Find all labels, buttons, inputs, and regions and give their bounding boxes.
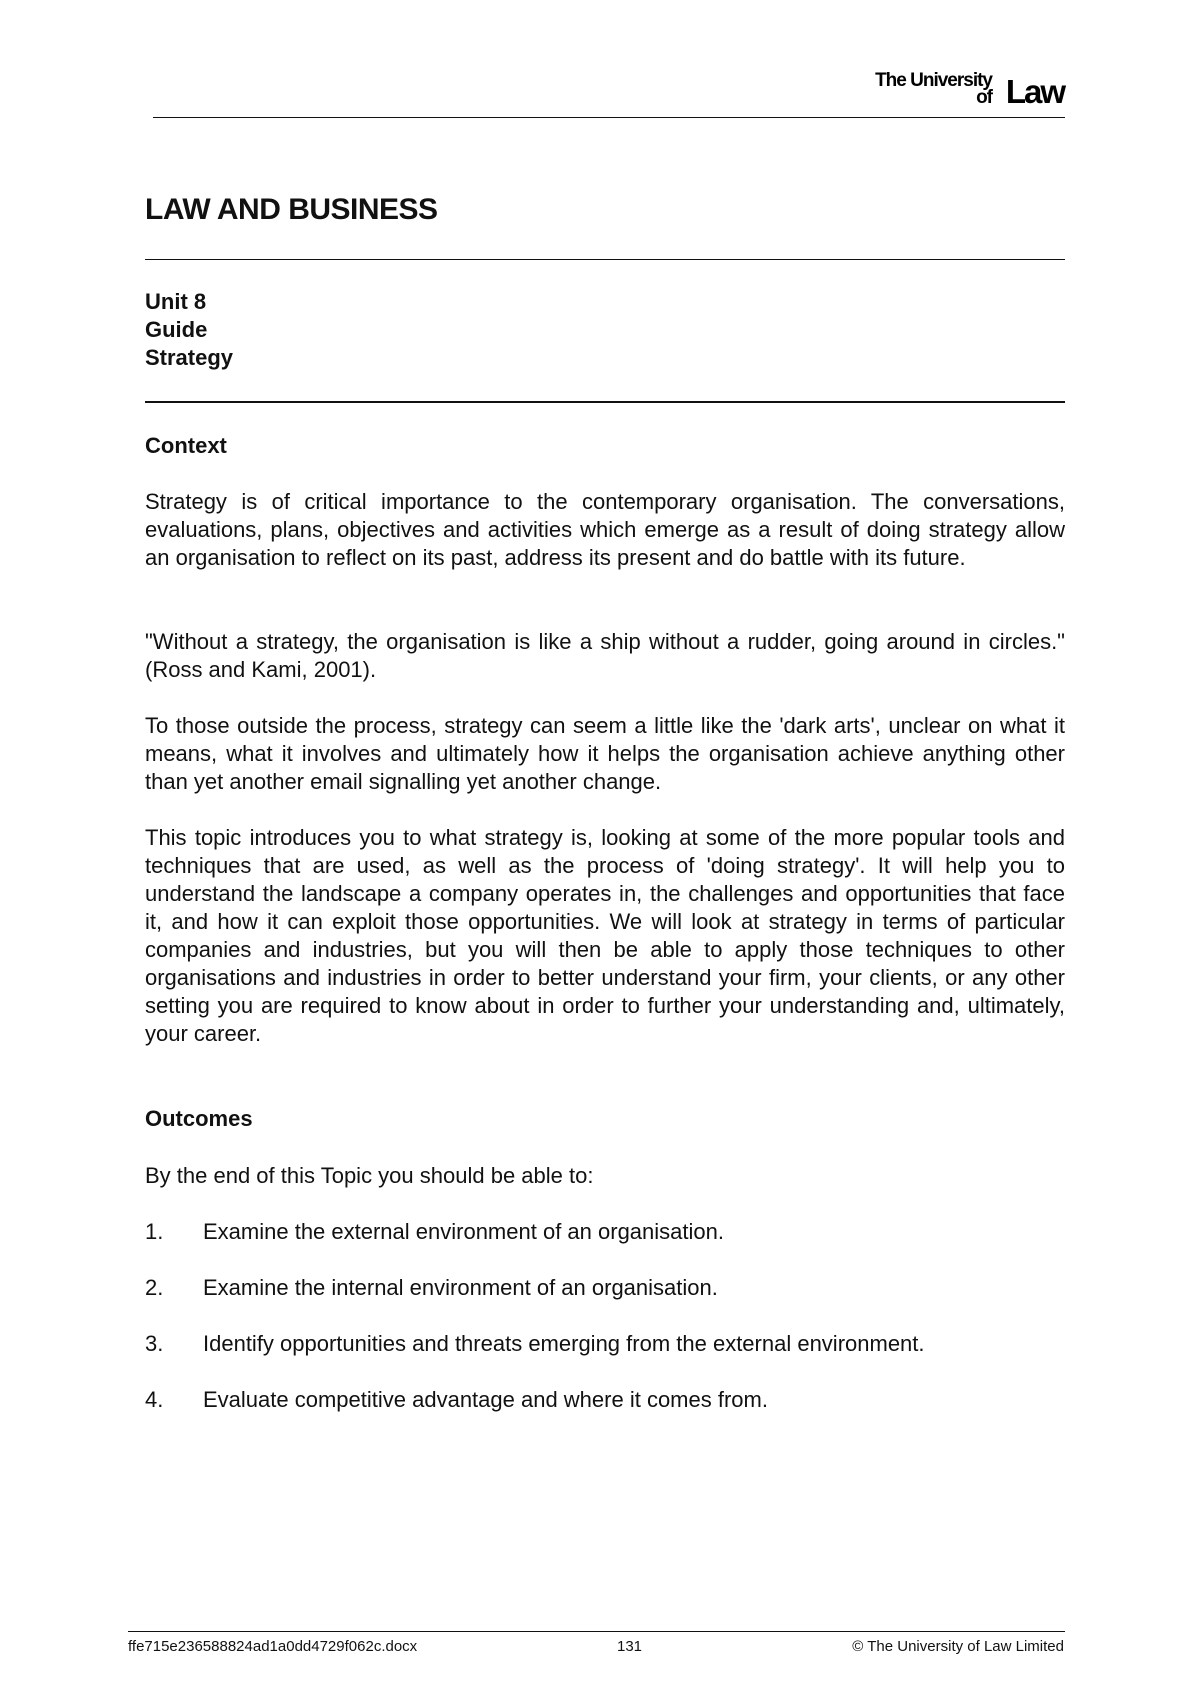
topic-label: Strategy [145, 345, 234, 370]
list-item-number: 4. [145, 1387, 164, 1412]
unit-info [145, 288, 233, 372]
document-title: LAW AND BUSINESS [145, 193, 438, 226]
context-section [145, 432, 1065, 460]
outcomes-intro: By the end of this Topic you should be able to: [145, 1163, 594, 1188]
list-item [145, 1386, 1065, 1442]
guide-label: Guide [145, 317, 208, 342]
footer-filename: ffe715e236588824ad1a0dd4729f062c.docx [128, 1638, 418, 1655]
context-heading: Context [145, 433, 227, 458]
unit-divider [145, 401, 1065, 403]
context-paragraph [145, 488, 1065, 572]
list-item [145, 1274, 1065, 1330]
outcomes-heading: Outcomes [145, 1106, 253, 1131]
list-item-number: 3. [145, 1331, 164, 1356]
list-item-text: Examine the internal environment of an organisation. [203, 1275, 718, 1300]
context-paragraph-3: To those outside the process, strategy can seem a little like the 'dark arts', unclear on what it means, what it involves and ultimately how it helps the organisation achieve anything other than yet another email signalling yet another change. [145, 713, 1065, 794]
outcomes-intro-block [145, 1162, 1065, 1190]
title-divider [145, 259, 1065, 260]
list-item-text: Examine the external environment of an organisation. [203, 1219, 724, 1244]
list-item-number: 1. [145, 1219, 164, 1244]
footer-divider [128, 1631, 1065, 1632]
outcomes-list [145, 1218, 1065, 1442]
context-paragraph-1: Strategy is of critical importance to the contemporary organisation. The conversations, evaluations, plans, objectives and activities which emerge as a result of doing strategy allow an organisation to reflect on its past, address its present and do battle with its future. [145, 489, 1065, 570]
context-paragraph [145, 628, 1065, 684]
logo-line-1: The University [875, 70, 992, 91]
list-item-text: Evaluate competitive advantage and where it comes from. [203, 1387, 768, 1412]
list-item-text: Identify opportunities and threats emerging from the external environment. [203, 1331, 925, 1356]
context-quote: "Without a strategy, the organisation is like a ship without a rudder, going around in circles." (Ross and Kami, 2001). [145, 629, 1065, 682]
list-item [145, 1218, 1065, 1274]
context-paragraph [145, 712, 1065, 796]
footer-page-number: 131 [617, 1638, 643, 1655]
list-item-number: 2. [145, 1275, 164, 1300]
outcomes-section [145, 1105, 1065, 1133]
header-divider [153, 117, 1065, 118]
footer-copyright: © The University of Law Limited [852, 1638, 1064, 1655]
list-item [145, 1330, 1065, 1386]
unit-label: Unit 8 [145, 289, 207, 314]
university-logo [854, 70, 1064, 110]
logo-line-2: of [976, 87, 992, 108]
context-paragraph [145, 824, 1065, 1048]
context-paragraph-4: This topic introduces you to what strategy is, looking at some of the more popular tools and techniques that are used, as well as the process of 'doing strategy'. It will help you to understand the landscape a company operates in, the challenges and opportunities that face it, and how it can exploit those opportunities. We will look at strategy in terms of particular companies and industries, but you will then be able to apply those techniques to other organisations and industries in order to better understand your firm, your clients, or any other setting you are required to know about in order to further your understanding and, ultimately, your career. [145, 825, 1065, 1046]
logo-line-3: Law [1005, 73, 1064, 110]
